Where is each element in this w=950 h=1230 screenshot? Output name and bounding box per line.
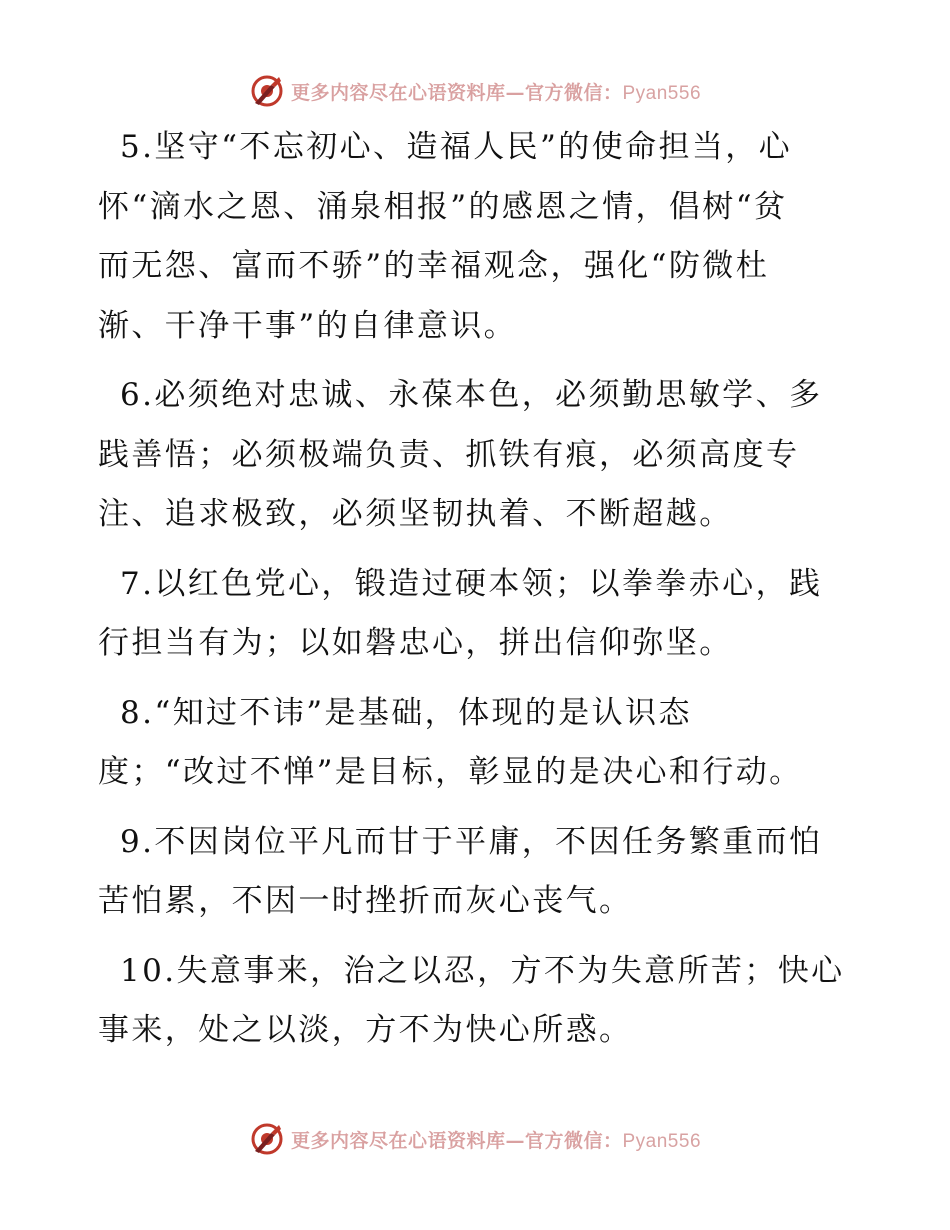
brand-logo-icon [249,73,285,109]
paragraph-line: 8.“知过不讳”是基础，体现的是认识态 [120,694,692,731]
footer-banner [0,1119,950,1159]
paragraph-line: 渐、干净干事”的自律意识。 [98,307,518,344]
header-wechat-id: Pyan556 [622,82,702,104]
footer-banner-text: 更多内容尽在心语资料库—官方微信：Pyan556 [290,1129,702,1152]
brand-logo-icon [249,1121,285,1157]
paragraph-5 [98,118,858,356]
paragraph-line: 7.以红色党心，锻造过硬本领；以拳拳赤心，践 [120,565,823,602]
paragraph-line: 5.坚守“不忘初心、造福人民”的使命担当，心 [120,129,793,165]
paragraph-line: 9.不因岗位平凡而甘于平庸，不因任务繁重而怕 [120,823,823,860]
paragraph-line: 度；“改过不惮”是目标，彰显的是决心和行动。 [98,754,803,790]
paragraph-line: 注、追求极致，必须坚韧执着、不断超越。 [98,496,733,532]
paragraph-line: 6.必须绝对忠诚、永葆本色，必须勤思敏学、多 [120,377,823,413]
paragraph-line: 事来，处之以淡，方不为快心所惑。 [98,1012,633,1048]
paragraph-line: 践善悟；必须极端负责、抓铁有痕，必须高度专 [98,436,800,473]
paragraph-line: 怀“滴水之恩、涌泉相报”的感恩之情，倡树“贫 [98,188,788,225]
footer-wechat-id: Pyan556 [622,1130,702,1152]
paragraph-line: 苦怕累，不因一时挫折而灰心丧气。 [98,883,633,919]
paragraph-line: 行担当有为；以如磐忠心，拼出信仰弥坚。 [98,625,733,661]
paragraph-line: 10.失意事来，治之以忍，方不为失意所苦；快心 [120,952,845,989]
header-banner [0,71,950,111]
paragraph-6 [98,366,858,545]
document-body [98,118,858,1061]
paragraph-line: 而无怨、富而不骄”的幸福观念，强化“防微杜 [98,248,770,284]
paragraph-9 [98,813,858,932]
header-banner-text: 更多内容尽在心语资料库—官方微信：Pyan556 [290,81,702,104]
paragraph-8 [98,684,858,803]
paragraph-7 [98,555,858,674]
paragraph-10 [98,942,858,1061]
